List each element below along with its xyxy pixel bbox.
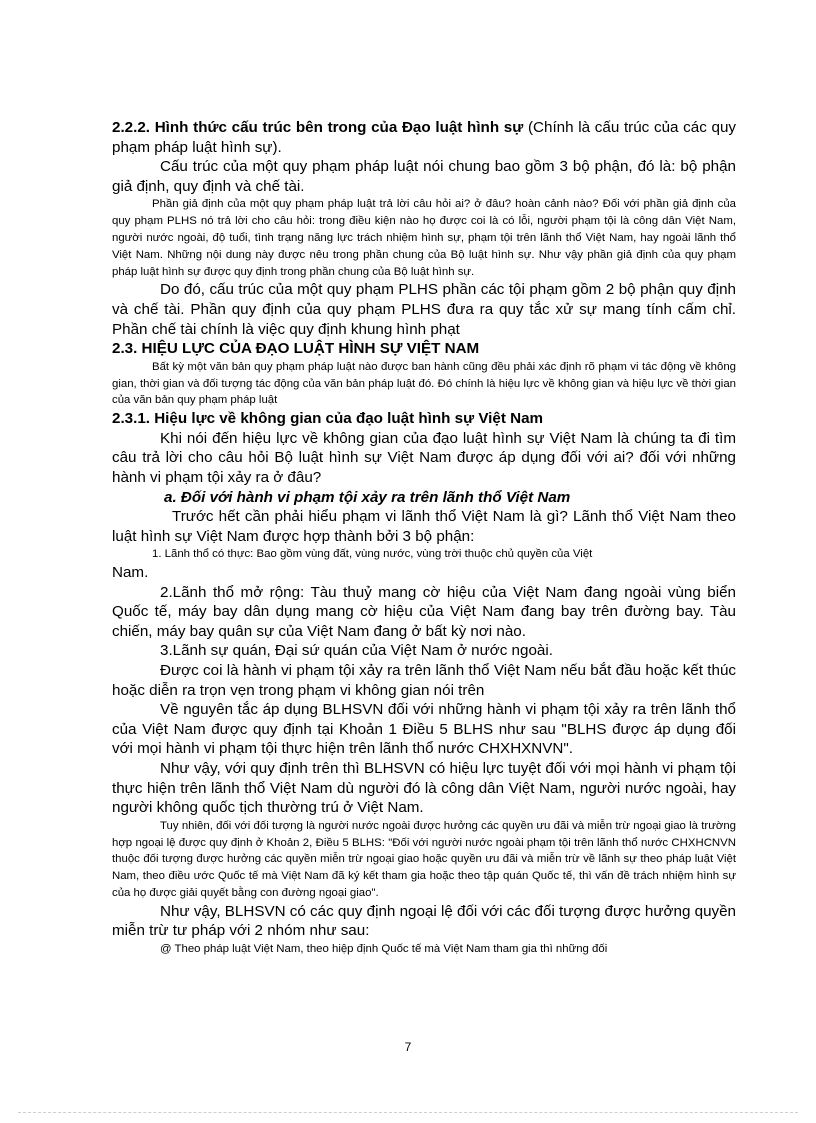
- paragraph: Khi nói đến hiệu lực về không gian của đạo luật hình sự Việt Nam là chúng ta đi tìm câu trả lời cho câu hỏi Bộ luật hình sự Việt Nam được áp dụng đối với ai? đối với những hành vi phạm tội xảy ra ở đâu?: [112, 429, 736, 486]
- paragraph-small: Tuy nhiên, đối với đối tượng là người nước ngoài được hưởng các quyền ưu đãi và miễn trừ ngoại giao là trường hợp ngoại lệ được quy định ở Khoản 2, Điều 5 BLHS: "Đối với người nước ngoài phạm tội trên lãnh thổ nước CHXHCNVN thuộc đối tượng được hưởng các quyền miễn trừ ngoại giao hoặc quyền ưu đãi và miễn trừ về lãnh sự theo pháp luật Việt Nam, theo điều ước Quốc tế mà Việt Nam đã ký kết tham gia hoặc theo tập quán Quốc tế, thì vấn đề trách nhiệm hình sự của họ được giải quyết bằng con đường ngoại giao".: [112, 819, 736, 899]
- section-heading-2-2-2-bold: 2.2.2. Hình thức cấu trúc bên trong của Đạo luật hình sự: [112, 119, 524, 136]
- list-item: 2.Lãnh thổ mở rộng: Tàu thuỷ mang cờ hiệu của Việt Nam đang ngoài vùng biển Quốc tế, máy bay dân dụng mang cờ hiệu của Việt Nam đang bay trên đường bay. Tàu chiến, máy bay quân sự của Việt Nam đang ở bất kỳ nơi nào.: [112, 583, 736, 640]
- paragraph: Được coi là hành vi phạm tội xảy ra trên lãnh thổ Việt Nam nếu bắt đầu hoặc kết thúc hoặc diễn ra trọn vẹn trong phạm vi không gian nói trên: [112, 662, 736, 699]
- document-body: [112, 118, 736, 958]
- paragraph-small: Bất kỳ một văn bản quy phạm pháp luật nào được ban hành cũng đều phải xác định rõ phạm vi tác động về không gian, thời gian và đối tượng tác động của văn bản pháp luật đó. Đó chính là hiệu lực về không gian và hiệu lực về thời gian của văn bản quy phạm pháp luật: [112, 360, 736, 407]
- section-heading-2-2-2-note: (Chính là cấu trúc của các quy phạm pháp luật hình sự).: [112, 119, 736, 156]
- page-number: 7: [404, 1040, 412, 1054]
- list-item: 3.Lãnh sự quán, Đại sứ quán của Việt Nam ở nước ngoài.: [160, 642, 553, 660]
- list-item-small: 1. Lãnh thổ có thực: Bao gồm vùng đất, vùng nước, vùng trời thuộc chủ quyền của Việt: [152, 548, 593, 561]
- section-heading-2-3-1: 2.3.1. Hiệu lực về không gian của đạo luật hình sự Việt Nam: [112, 410, 544, 428]
- paragraph: Như vậy, với quy định trên thì BLHSVN có hiệu lực tuyệt đối với mọi hành vi phạm tội thực hiện trên lãnh thổ Việt Nam dù người đó là công dân Việt Nam, người nước ngoài, hay người không quốc tịch thường trú ở Việt Nam.: [112, 760, 736, 817]
- paragraph: Về nguyên tắc áp dụng BLHSVN đối với những hành vi phạm tội xảy ra trên lãnh thổ của Việt Nam được quy định tại Khoản 1 Điều 5 BLHS như sau "BLHS được áp dụng đối với mọi hành vi phạm tội thực hiện trên lãnh thổ nước CHXHXNVN".: [112, 701, 736, 758]
- paragraph: Do đó, cấu trúc của một quy phạm PLHS phần các tội phạm gồm 2 bộ phận quy định và chế tài. Phần quy định của quy phạm PLHS đưa ra quy tắc xử sự mang tính cấm chỉ. Phần chế tài chính là việc quy định khung hình phạt: [112, 281, 736, 338]
- list-item-continuation: Nam.: [112, 564, 149, 582]
- page-bottom-divider: [18, 1112, 798, 1113]
- paragraph-small: Phần giả định của một quy phạm pháp luật trả lời câu hỏi ai? ở đâu? hoàn cảnh nào? Đối với phần giả định của quy phạm PLHS nó trả lời cho câu hỏi: trong điều kiện nào họ được coi là có lỗi, người phạm tội là công dân Việt Nam, người nước ngoài, độ tuổi, tình trạng năng lực trách nhiệm hình sự, phạm tội trên lãnh thổ Việt Nam, hay ngoài lãnh thổ Việt Nam. Những nội dung này được nêu trong phần chung của Bộ luật hình sự. Như vậy phần giả định của quy phạm pháp luật hình sự được quy định trong phần chung của Bộ luật hình sự.: [112, 198, 736, 278]
- paragraph-small: @ Theo pháp luật Việt Nam, theo hiệp định Quốc tế mà Việt Nam tham gia thì những đối: [160, 942, 608, 955]
- paragraph: Trước hết cần phải hiểu phạm vi lãnh thổ Việt Nam là gì? Lãnh thổ Việt Nam theo luật hình sự Việt Nam được hợp thành bởi 3 bộ phận:: [112, 508, 736, 545]
- section-heading-2-3: 2.3. HIỆU LỰC CỦA ĐẠO LUẬT HÌNH SỰ VIỆT NAM: [112, 340, 480, 358]
- paragraph: Cấu trúc của một quy phạm pháp luật nói chung bao gồm 3 bộ phận, đó là: bộ phận giả định, quy định và chế tài.: [112, 158, 736, 195]
- paragraph: Như vậy, BLHSVN có các quy định ngoại lệ đối với các đối tượng được hưởng quyền miễn trừ tư pháp với 2 nhóm như sau:: [112, 902, 736, 940]
- subsection-heading-a: a. Đối với hành vi phạm tội xảy ra trên lãnh thổ Việt Nam: [164, 488, 571, 506]
- section-heading-2-2-2: [112, 118, 736, 157]
